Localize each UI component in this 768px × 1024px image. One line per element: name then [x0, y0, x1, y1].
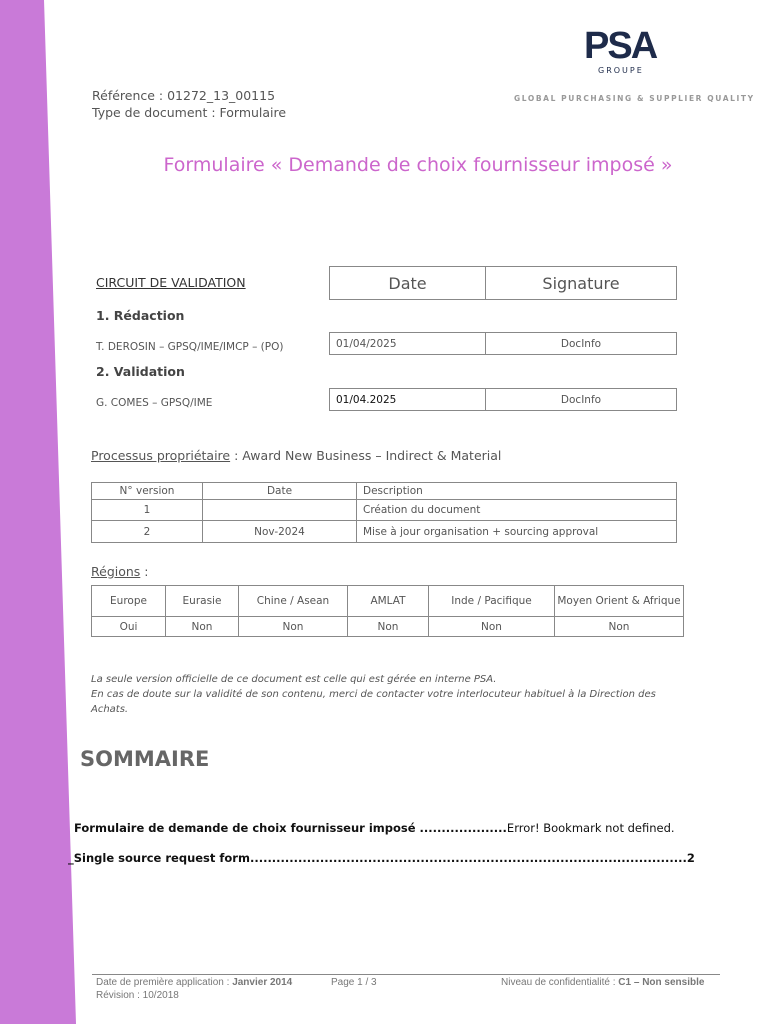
disclaimer-line: En cas de doute sur la validité de son contenu, merci de contacter votre interlocuteur habituel à la Direction des Achats. — [91, 689, 656, 715]
validation-heading: CIRCUIT DE VALIDATION — [96, 275, 246, 290]
toc-entry-page: 2 — [686, 851, 695, 865]
date-column-header: Date — [330, 267, 486, 300]
description-header: Description — [357, 483, 677, 500]
toc-entry[interactable] — [74, 821, 675, 835]
region-header: AMLAT — [348, 586, 429, 617]
step-signature: DocInfo — [486, 389, 677, 411]
first-application-label: Date de première application : — [96, 977, 233, 988]
version-date — [203, 500, 357, 521]
footer-first-application — [96, 977, 292, 988]
toc-entry-page: Error! Bookmark not defined. — [506, 821, 675, 835]
version-table — [91, 482, 677, 543]
region-header: Chine / Asean — [239, 586, 348, 617]
step-label: 2. Validation — [96, 364, 185, 379]
version-number: 2 — [92, 521, 203, 543]
version-number: 1 — [92, 500, 203, 521]
process-owner — [91, 448, 501, 463]
region-value: Non — [555, 617, 684, 637]
disclaimer-line: La seule version officielle de ce document est celle qui est gérée en interne PSA. — [91, 674, 497, 685]
region-value: Non — [429, 617, 555, 637]
date-header: Date — [203, 483, 357, 500]
region-value: Non — [166, 617, 239, 637]
version-header: N° version — [92, 483, 203, 500]
regions-label-suffix: : — [140, 564, 149, 579]
region-header: Inde / Pacifique — [429, 586, 555, 617]
validation-header-table — [329, 266, 677, 300]
step-label: 1. Rédaction — [96, 308, 185, 323]
version-date: Nov-2024 — [203, 521, 357, 543]
psa-logo-subtitle: GROUPE — [598, 66, 644, 75]
psa-logo — [582, 26, 676, 70]
step-date: 01/04.2025 — [330, 389, 486, 411]
first-application-value: Janvier 2014 — [232, 977, 293, 988]
toc-entry-leader: .................... — [415, 821, 507, 835]
document-type: Type de document : Formulaire — [92, 105, 287, 120]
psa-logo-text: PSA — [584, 26, 657, 66]
toc-entry-title: _Single source request form — [68, 851, 250, 865]
regions-table — [91, 585, 684, 637]
region-value: Non — [348, 617, 429, 637]
table-header-row — [92, 586, 684, 617]
table-row — [92, 500, 677, 521]
disclaimer — [91, 672, 691, 717]
confidentiality-value: C1 – Non sensible — [618, 977, 705, 988]
header-tagline: GLOBAL PURCHASING & SUPPLIER QUALITY — [514, 94, 755, 103]
psa-logo-icon — [582, 26, 676, 66]
regions-label-wrap — [91, 564, 149, 579]
region-header: Europe — [92, 586, 166, 617]
version-description: Création du document — [357, 500, 677, 521]
summary-heading: SOMMAIRE — [80, 747, 210, 771]
regions-label: Régions — [91, 564, 141, 579]
document-reference: Référence : 01272_13_00115 — [92, 88, 276, 103]
version-description: Mise à jour organisation + sourcing approval — [357, 521, 677, 543]
footer-revision: Révision : 10/2018 — [96, 990, 179, 1001]
region-header: Moyen Orient & Afrique — [555, 586, 684, 617]
region-value: Non — [239, 617, 348, 637]
step-person: G. COMES – GPSQ/IME — [96, 397, 213, 409]
step-signature: DocInfo — [486, 333, 677, 355]
step-date: 01/04/2025 — [330, 333, 486, 355]
confidentiality-label: Niveau de confidentialité : — [501, 977, 619, 988]
region-header: Eurasie — [166, 586, 239, 617]
process-owner-value: : Award New Business – Indirect & Material — [230, 448, 502, 463]
table-row — [92, 521, 677, 543]
step-signature-table — [329, 332, 677, 355]
process-owner-label: Processus propriétaire — [91, 448, 231, 463]
region-value: Oui — [92, 617, 166, 637]
toc-entry-leader: .................................................................................................... — [249, 851, 687, 865]
footer-divider — [92, 974, 720, 975]
toc-entry-title: Formulaire de demande de choix fournisseur imposé — [74, 821, 416, 835]
document-title: Formulaire « Demande de choix fournisseur imposé » — [163, 154, 673, 176]
step-signature-table — [329, 388, 677, 411]
footer-confidentiality — [501, 977, 704, 988]
step-person: T. DEROSIN – GPSQ/IME/IMCP – (PO) — [96, 341, 284, 353]
table-row — [92, 617, 684, 637]
footer-page-number: Page 1 / 3 — [331, 977, 377, 988]
toc-entry[interactable] — [68, 851, 695, 865]
table-header-row — [92, 483, 677, 500]
signature-column-header: Signature — [486, 267, 677, 300]
